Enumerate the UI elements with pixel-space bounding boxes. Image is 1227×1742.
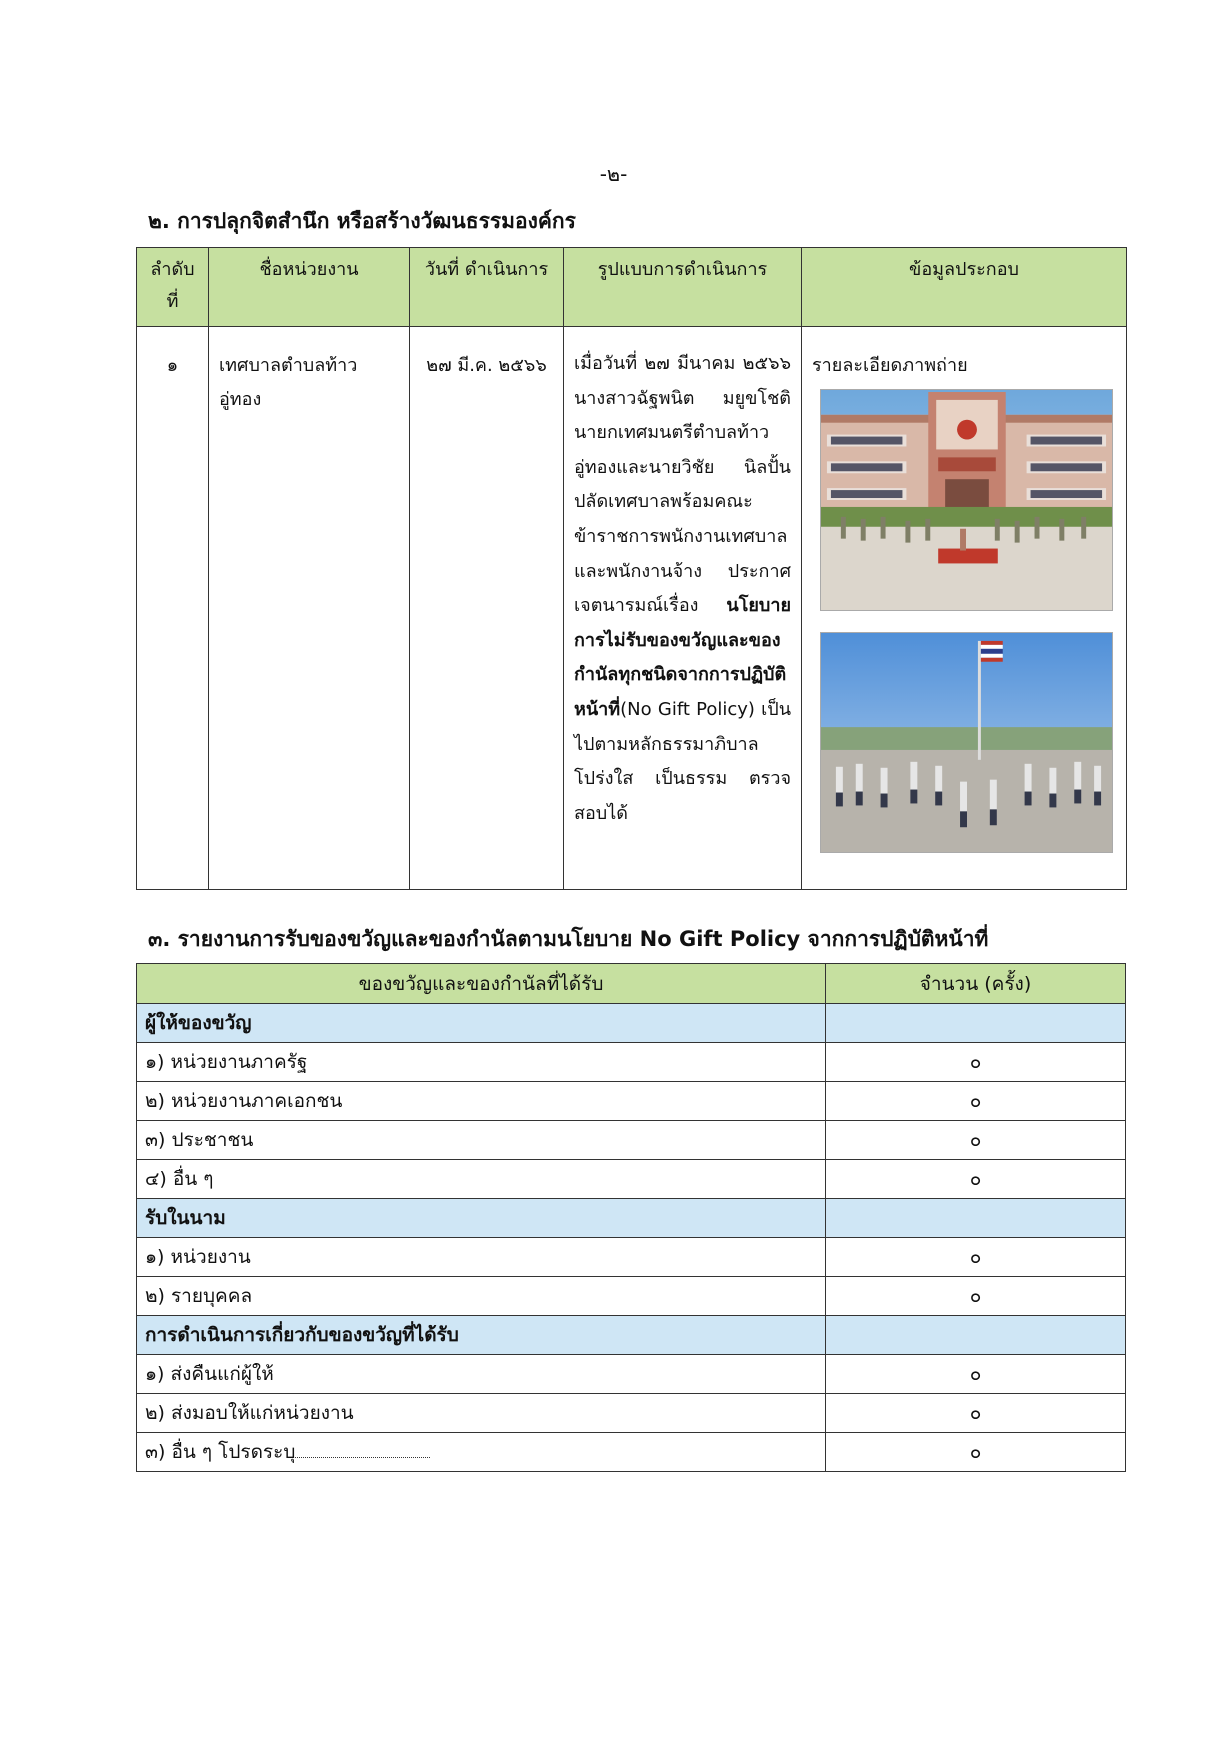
table-row — [137, 1433, 1126, 1472]
row-description — [564, 327, 801, 831]
page-number: -๒- — [599, 162, 628, 186]
table-row — [137, 1082, 1126, 1121]
desc-text-1: เมื่อวันที่ ๒๗ มีนาคม ๒๕๖๖ นางสาวฉัฐพนิต มยูขโชติ นายกเทศมนตรีตำบลท้าวอู่ทองและนายวิชัย นิลปั้น ปลัดเทศบาลพร้อมคณะข้าราชการพนักงานเทศบาลและพนักงานจ้าง ประกาศเจตนารมณ์เรื่อง — [574, 353, 791, 617]
item-count: ๐ — [826, 1238, 1126, 1277]
item-count: ๐ — [826, 1043, 1126, 1082]
item-count: ๐ — [826, 1160, 1126, 1199]
row-info-label: รายละเอียดภาพถ่าย — [812, 355, 968, 376]
specify-blank-line — [295, 1440, 430, 1458]
item-label-cell — [137, 1238, 826, 1277]
gift-report-table — [136, 963, 1126, 1472]
col-header-unit: ชื่อหน่วยงาน — [209, 248, 410, 327]
table-row — [137, 1043, 1126, 1082]
item-label-cell — [137, 1277, 826, 1316]
ceremony-photo-building — [820, 389, 1113, 611]
item-label: ๑) ส่งคืนแก่ผู้ให้ — [145, 1363, 274, 1385]
item-label-cell — [137, 1043, 826, 1082]
item-label-cell — [137, 1121, 826, 1160]
item-label-cell — [137, 1433, 826, 1472]
item-count: ๐ — [826, 1433, 1126, 1472]
section-row — [137, 1316, 1126, 1355]
table-row — [137, 1121, 1126, 1160]
item-label: ๒) หน่วยงานภาคเอกชน — [145, 1090, 343, 1112]
row-date: ๒๗ มี.ค. ๒๕๖๖ — [426, 355, 547, 376]
col-header-count: จำนวน (ครั้ง) — [826, 964, 1126, 1004]
table-row — [137, 1160, 1126, 1199]
item-label-cell — [137, 1160, 826, 1199]
item-label: ๒) รายบุคคล — [145, 1285, 253, 1307]
item-label-cell — [137, 1082, 826, 1121]
item-label: ๔) อื่น ๆ — [145, 1168, 214, 1190]
item-label: ๑) หน่วยงานภาครัฐ — [145, 1051, 308, 1073]
item-label-cell — [137, 1394, 826, 1433]
item-label: ๒) ส่งมอบให้แก่หน่วยงาน — [145, 1402, 354, 1424]
col-header-info: ข้อมูลประกอบ — [802, 248, 1127, 327]
item-count: ๐ — [826, 1394, 1126, 1433]
ceremony-photo-flagpole — [820, 632, 1113, 853]
col-header-date: วันที่ ดำเนินการ — [410, 248, 564, 327]
item-count: ๐ — [826, 1355, 1126, 1394]
section-title: รับในนาม — [137, 1199, 826, 1238]
row-unit: เทศบาลตำบลท้าวอู่ทอง — [219, 355, 358, 410]
section3-heading: ๓. รายงานการรับของขวัญและของกำนัลตามนโยบาย No Gift Policy จากการปฏิบัติหน้าที่ — [148, 927, 989, 951]
section-title: ผู้ให้ของขวัญ — [137, 1004, 826, 1043]
desc-text-bold: นโยบายการไม่รับของขวัญและของกำนัลทุกชนิดจากการปฏิบัติหน้าที่ — [574, 595, 791, 720]
section-title: การดำเนินการเกี่ยวกับของขวัญที่ได้รับ — [137, 1316, 826, 1355]
table-row — [137, 1355, 1126, 1394]
item-label: ๑) หน่วยงาน — [145, 1246, 251, 1268]
item-label: ๓) อื่น ๆ โปรดระบุ — [145, 1441, 296, 1463]
col-header-no: ลำดับ ที่ — [137, 248, 209, 327]
desc-text-2: (No Gift Policy) เป็นไปตามหลักธรรมาภิบาล โปร่งใส เป็นธรรม ตรวจสอบได้ — [574, 698, 791, 824]
section-row — [137, 1004, 1126, 1043]
section2-heading: ๒. การปลุกจิตสำนึก หรือสร้างวัฒนธรรมองค์กร — [148, 209, 576, 233]
table-row — [137, 1394, 1126, 1433]
section-count-cell — [826, 1199, 1126, 1238]
item-count: ๐ — [826, 1121, 1126, 1160]
item-count: ๐ — [826, 1082, 1126, 1121]
section-count-cell — [826, 1004, 1126, 1043]
item-label: ๓) ประชาชน — [145, 1129, 254, 1151]
section-row — [137, 1199, 1126, 1238]
col-header-item: ของขวัญและของกำนัลที่ได้รับ — [137, 964, 826, 1004]
item-label-cell — [137, 1355, 826, 1394]
table-row — [137, 1238, 1126, 1277]
table-row — [137, 1277, 1126, 1316]
item-count: ๐ — [826, 1277, 1126, 1316]
section-count-cell — [826, 1316, 1126, 1355]
col-header-format: รูปแบบการดำเนินการ — [564, 248, 802, 327]
row-no: ๑ — [166, 355, 179, 376]
